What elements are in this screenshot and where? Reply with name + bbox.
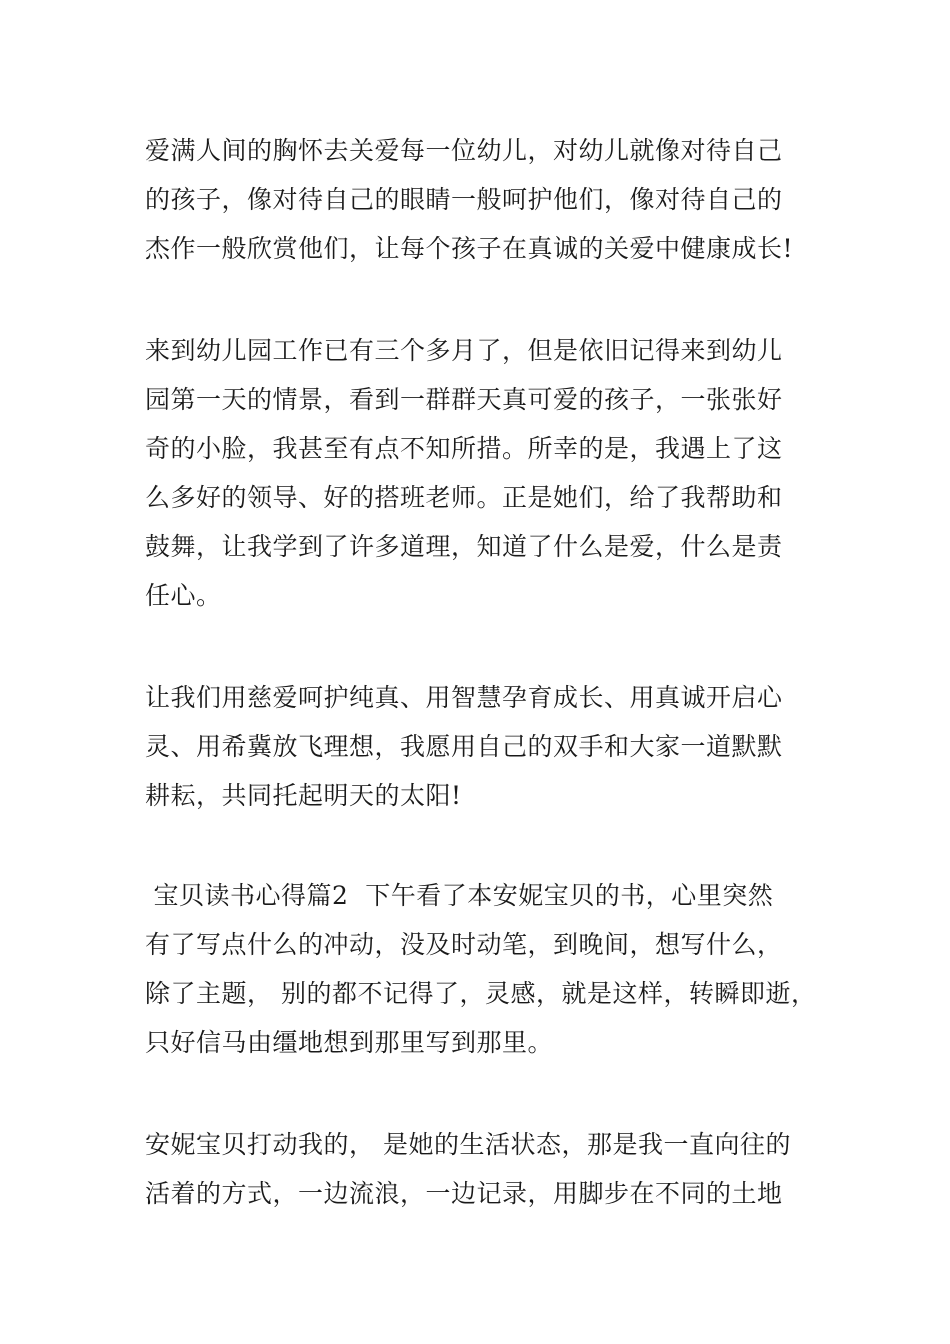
text-line: 除了主题， 别的都不记得了，灵感，就是这样，转瞬即逝，	[145, 979, 817, 1008]
text-line: 让我们用慈爱呵护纯真、用智慧孕育成长、用真诚开启心	[145, 683, 783, 712]
text-line: 奇的小脸，我甚至有点不知所措。所幸的是，我遇上了这	[145, 434, 783, 463]
text-line: 灵、用希冀放飞理想，我愿用自己的双手和大家一道默默	[145, 732, 783, 761]
text-line: 来到幼儿园工作已有三个多月了，但是依旧记得来到幼儿	[145, 336, 783, 365]
text-line: 宝贝读书心得篇2 下午看了本安妮宝贝的书，心里突然	[145, 881, 774, 910]
text-line: 的孩子，像对待自己的眼睛一般呵护他们，像对待自己的	[145, 185, 783, 214]
text-line: 么多好的领导、好的搭班老师。正是她们，给了我帮助和	[145, 483, 783, 512]
text-line: 有了写点什么的冲动，没及时动笔，到晚间，想写什么，	[145, 930, 783, 959]
text-line: 爱满人间的胸怀去关爱每一位幼儿，对幼儿就像对待自己	[145, 136, 783, 165]
text-line: 只好信马由缰地想到那里写到那里。	[145, 1028, 554, 1057]
text-line: 杰作一般欣赏他们，让每个孩子在真诚的关爱中健康成长!	[145, 234, 794, 263]
text-line: 活着的方式，一边流浪，一边记录，用脚步在不同的土地	[145, 1179, 783, 1208]
text-line: 鼓舞，让我学到了许多道理，知道了什么是爱，什么是责	[145, 532, 783, 561]
text-line: 园第一天的情景，看到一群群天真可爱的孩子，一张张好	[145, 385, 783, 414]
text-line: 任心。	[145, 581, 222, 610]
text-line: 耕耘，共同托起明天的太阳!	[145, 781, 462, 810]
text-line: 安妮宝贝打动我的， 是她的生活状态，那是我一直向往的	[145, 1130, 791, 1159]
